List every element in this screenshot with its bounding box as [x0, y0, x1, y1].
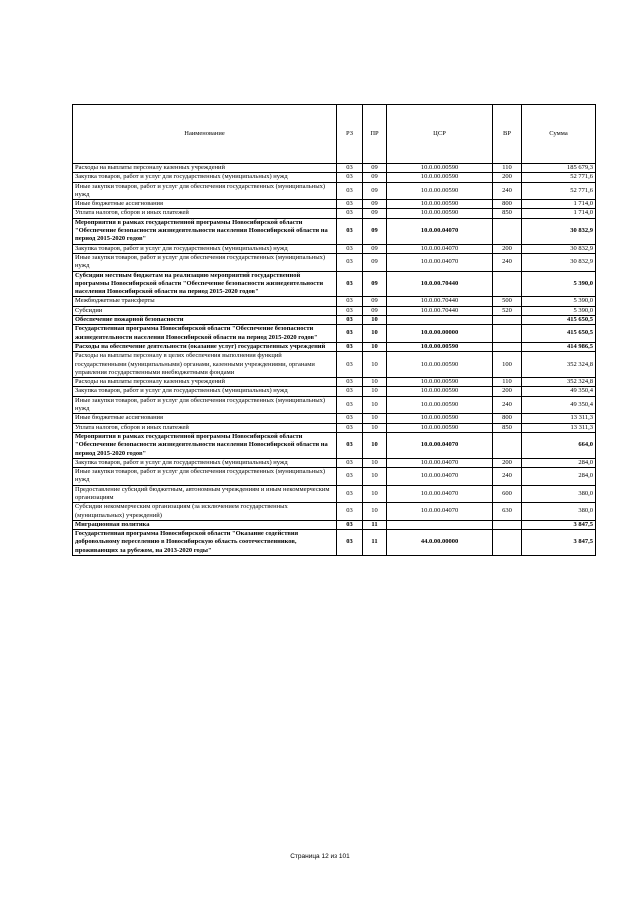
cell-name: Субсидии местным бюджетам на реализацию мероприятий государственной программы Новосибирской области "Обеспечение безопасности жизнедеятельности населения Новосибирской области на период 2015-2020 годов" [73, 271, 337, 297]
cell-rz: 03 [337, 253, 363, 271]
cell-vr: 240 [493, 182, 522, 200]
table-row [73, 432, 596, 458]
cell-sum: 5 390,0 [522, 297, 596, 306]
cell-csr: 10.0.00.00590 [387, 182, 493, 200]
cell-pr: 10 [363, 342, 387, 351]
cell-rz: 03 [337, 271, 363, 297]
cell-vr: 800 [493, 200, 522, 209]
cell-sum: 52 771,6 [522, 182, 596, 200]
cell-sum: 13 311,3 [522, 414, 596, 423]
cell-name: Иные закупки товаров, работ и услуг для обеспечения государственных (муниципальных) нужд [73, 253, 337, 271]
cell-pr: 09 [363, 209, 387, 218]
cell-pr: 10 [363, 458, 387, 467]
cell-csr: 10.0.00.70440 [387, 271, 493, 297]
cell-csr: 10.0.00.00590 [387, 396, 493, 414]
cell-pr: 11 [363, 530, 387, 556]
table-row [73, 503, 596, 521]
cell-sum: 30 832,9 [522, 253, 596, 271]
cell-pr: 10 [363, 503, 387, 521]
cell-vr: 110 [493, 378, 522, 387]
cell-name: Иные закупки товаров, работ и услуг для обеспечения государственных (муниципальных) нужд [73, 468, 337, 486]
cell-vr: 240 [493, 468, 522, 486]
table-row [73, 468, 596, 486]
cell-vr: 200 [493, 244, 522, 253]
cell-name: Государственная программа Новосибирской области "Обеспечение безопасности жизнедеятельности населения Новосибирской области на период 2015-2020 годов" [73, 325, 337, 343]
table-row [73, 352, 596, 378]
cell-name: Мероприятия в рамках государственной программы Новосибирской области "Обеспечение безопасности жизнедеятельности населения Новосибирской области на период 2015-2020 годов" [73, 218, 337, 244]
cell-csr: 10.0.00.00590 [387, 414, 493, 423]
cell-rz: 03 [337, 209, 363, 218]
cell-pr: 11 [363, 520, 387, 529]
cell-rz: 03 [337, 200, 363, 209]
cell-pr: 10 [363, 396, 387, 414]
cell-sum: 3 847,5 [522, 520, 596, 529]
cell-pr: 10 [363, 378, 387, 387]
cell-rz: 03 [337, 458, 363, 467]
cell-rz: 03 [337, 520, 363, 529]
cell-sum: 415 650,5 [522, 316, 596, 325]
cell-vr [493, 342, 522, 351]
cell-name: Расходы на обеспечение деятельности (оказание услуг) государственных учреждений [73, 342, 337, 351]
table-body [73, 164, 596, 556]
cell-name: Расходы на выплаты персоналу в целях обеспечения выполнения функций государственными (муниципальными) органами, казенными учреждениями, органами управления государственными внебюджетными фондами [73, 352, 337, 378]
cell-sum: 1 714,0 [522, 200, 596, 209]
cell-csr: 10.0.00.04070 [387, 468, 493, 486]
header-sum: Сумма [522, 105, 596, 164]
cell-name: Расходы на выплаты персоналу казенных учреждений [73, 164, 337, 173]
cell-vr: 240 [493, 396, 522, 414]
cell-sum: 52 771,6 [522, 173, 596, 182]
cell-csr: 10.0.00.00590 [387, 352, 493, 378]
cell-rz: 03 [337, 396, 363, 414]
cell-sum: 380,0 [522, 485, 596, 503]
cell-name: Миграционная политика [73, 520, 337, 529]
table-row [73, 520, 596, 529]
table-header-row [73, 105, 596, 164]
cell-sum: 5 390,0 [522, 271, 596, 297]
table-row [73, 209, 596, 218]
budget-table [72, 104, 596, 556]
cell-name: Предоставление субсидий бюджетным, автономным учреждениям и иным некоммерческим организациям [73, 485, 337, 503]
cell-rz: 03 [337, 485, 363, 503]
cell-sum: 30 832,9 [522, 244, 596, 253]
table-row [73, 414, 596, 423]
cell-vr: 110 [493, 164, 522, 173]
cell-name: Иные закупки товаров, работ и услуг для обеспечения государственных (муниципальных) нужд [73, 396, 337, 414]
cell-rz: 03 [337, 297, 363, 306]
cell-pr: 09 [363, 297, 387, 306]
cell-csr: 10.0.00.04070 [387, 218, 493, 244]
page-number: Страница 12 из 101 [290, 853, 350, 860]
table-row [73, 378, 596, 387]
table-row [73, 485, 596, 503]
header-vr: ВР [493, 105, 522, 164]
cell-name: Иные бюджетные ассигнования [73, 200, 337, 209]
cell-pr: 09 [363, 182, 387, 200]
table-row [73, 387, 596, 396]
header-csr: ЦСР [387, 105, 493, 164]
cell-csr: 10.0.00.04070 [387, 503, 493, 521]
table-row [73, 271, 596, 297]
table-row [73, 458, 596, 467]
cell-csr: 10.0.00.04070 [387, 432, 493, 458]
table-row [73, 316, 596, 325]
cell-pr: 10 [363, 468, 387, 486]
cell-sum: 185 679,3 [522, 164, 596, 173]
cell-sum: 13 311,3 [522, 423, 596, 432]
table-row [73, 164, 596, 173]
cell-csr: 44.0.00.00000 [387, 530, 493, 556]
cell-csr: 10.0.00.00590 [387, 200, 493, 209]
cell-csr: 10.0.00.00590 [387, 342, 493, 351]
cell-pr: 10 [363, 352, 387, 378]
cell-rz: 03 [337, 503, 363, 521]
cell-rz: 03 [337, 244, 363, 253]
cell-vr: 850 [493, 209, 522, 218]
table-row [73, 423, 596, 432]
cell-rz: 03 [337, 423, 363, 432]
cell-vr [493, 432, 522, 458]
cell-sum: 352 324,8 [522, 352, 596, 378]
table-row [73, 218, 596, 244]
cell-name: Межбюджетные трансферты [73, 297, 337, 306]
cell-name: Закупка товаров, работ и услуг для государственных (муниципальных) нужд [73, 458, 337, 467]
cell-csr: 10.0.00.00590 [387, 423, 493, 432]
cell-name: Обеспечение пожарной безопасности [73, 316, 337, 325]
table-row [73, 297, 596, 306]
header-rz: РЗ [337, 105, 363, 164]
cell-sum: 414 986,5 [522, 342, 596, 351]
cell-rz: 03 [337, 306, 363, 315]
cell-name: Закупка товаров, работ и услуг для государственных (муниципальных) нужд [73, 173, 337, 182]
cell-pr: 09 [363, 244, 387, 253]
cell-rz: 03 [337, 432, 363, 458]
cell-csr: 10.0.00.04070 [387, 485, 493, 503]
cell-name: Субсидии некоммерческим организациям (за исключением государственных (муниципальных) учреждений) [73, 503, 337, 521]
cell-pr: 09 [363, 173, 387, 182]
cell-sum: 352 324,8 [522, 378, 596, 387]
cell-pr: 10 [363, 423, 387, 432]
cell-csr: 10.0.00.00590 [387, 209, 493, 218]
cell-rz: 03 [337, 182, 363, 200]
cell-rz: 03 [337, 164, 363, 173]
cell-name: Расходы на выплаты персоналу казенных учреждений [73, 378, 337, 387]
table-row [73, 253, 596, 271]
cell-csr: 10.0.00.70440 [387, 297, 493, 306]
cell-vr [493, 218, 522, 244]
cell-pr: 09 [363, 164, 387, 173]
cell-sum: 284,0 [522, 458, 596, 467]
cell-csr: 10.0.00.04070 [387, 244, 493, 253]
cell-sum: 664,0 [522, 432, 596, 458]
cell-name: Иные бюджетные ассигнования [73, 414, 337, 423]
table-row [73, 173, 596, 182]
cell-pr: 09 [363, 306, 387, 315]
cell-rz: 03 [337, 530, 363, 556]
cell-rz: 03 [337, 352, 363, 378]
cell-rz: 03 [337, 316, 363, 325]
cell-csr [387, 316, 493, 325]
table-row [73, 306, 596, 315]
table-row [73, 244, 596, 253]
cell-pr: 09 [363, 200, 387, 209]
cell-rz: 03 [337, 378, 363, 387]
cell-vr: 200 [493, 387, 522, 396]
cell-vr: 200 [493, 173, 522, 182]
cell-vr: 630 [493, 503, 522, 521]
cell-rz: 03 [337, 468, 363, 486]
cell-sum: 415 650,5 [522, 325, 596, 343]
table-row [73, 530, 596, 556]
cell-vr [493, 271, 522, 297]
cell-vr: 500 [493, 297, 522, 306]
cell-rz: 03 [337, 387, 363, 396]
cell-sum: 5 390,0 [522, 306, 596, 315]
cell-name: Закупка товаров, работ и услуг для государственных (муниципальных) нужд [73, 244, 337, 253]
cell-name: Закупка товаров, работ и услуг для государственных (муниципальных) нужд [73, 387, 337, 396]
cell-csr: 10.0.00.70440 [387, 306, 493, 315]
cell-pr: 10 [363, 432, 387, 458]
header-pr: ПР [363, 105, 387, 164]
cell-csr: 10.0.00.00000 [387, 325, 493, 343]
cell-name: Мероприятия в рамках государственной программы Новосибирской области "Обеспечение безопасности жизнедеятельности населения Новосибирской области на период 2015-2020 годов" [73, 432, 337, 458]
cell-vr: 100 [493, 352, 522, 378]
cell-csr: 10.0.00.04070 [387, 458, 493, 467]
header-name: Наименование [73, 105, 337, 164]
cell-vr [493, 530, 522, 556]
cell-sum: 49 350,4 [522, 387, 596, 396]
table-row [73, 182, 596, 200]
cell-sum: 380,0 [522, 503, 596, 521]
cell-sum: 3 847,5 [522, 530, 596, 556]
cell-vr: 800 [493, 414, 522, 423]
cell-vr [493, 316, 522, 325]
cell-vr: 600 [493, 485, 522, 503]
table-row [73, 200, 596, 209]
table-row [73, 396, 596, 414]
cell-name: Субсидии [73, 306, 337, 315]
cell-csr [387, 520, 493, 529]
cell-sum: 284,0 [522, 468, 596, 486]
cell-sum: 49 350,4 [522, 396, 596, 414]
cell-rz: 03 [337, 342, 363, 351]
cell-sum: 30 832,9 [522, 218, 596, 244]
cell-vr [493, 325, 522, 343]
cell-name: Уплата налогов, сборов и иных платежей [73, 423, 337, 432]
cell-vr [493, 520, 522, 529]
cell-pr: 10 [363, 387, 387, 396]
cell-pr: 09 [363, 271, 387, 297]
cell-name: Государственная программа Новосибирской области "Оказание содействия добровольному переселению в Новосибирскую область соотечественников, проживающих за рубежом, на 2013-2020 годы" [73, 530, 337, 556]
cell-name: Уплата налогов, сборов и иных платежей [73, 209, 337, 218]
cell-pr: 09 [363, 218, 387, 244]
cell-name: Иные закупки товаров, работ и услуг для обеспечения государственных (муниципальных) нужд [73, 182, 337, 200]
cell-vr: 850 [493, 423, 522, 432]
cell-rz: 03 [337, 173, 363, 182]
cell-vr: 200 [493, 458, 522, 467]
table-row [73, 342, 596, 351]
cell-csr: 10.0.00.00590 [387, 164, 493, 173]
cell-csr: 10.0.00.00590 [387, 378, 493, 387]
cell-pr: 10 [363, 325, 387, 343]
table-row [73, 325, 596, 343]
cell-csr: 10.0.00.00590 [387, 387, 493, 396]
cell-vr: 520 [493, 306, 522, 315]
cell-sum: 1 714,0 [522, 209, 596, 218]
cell-pr: 10 [363, 485, 387, 503]
cell-rz: 03 [337, 414, 363, 423]
cell-pr: 10 [363, 316, 387, 325]
cell-pr: 10 [363, 414, 387, 423]
cell-rz: 03 [337, 325, 363, 343]
cell-csr: 10.0.00.00590 [387, 173, 493, 182]
cell-pr: 09 [363, 253, 387, 271]
cell-vr: 240 [493, 253, 522, 271]
cell-csr: 10.0.00.04070 [387, 253, 493, 271]
cell-rz: 03 [337, 218, 363, 244]
